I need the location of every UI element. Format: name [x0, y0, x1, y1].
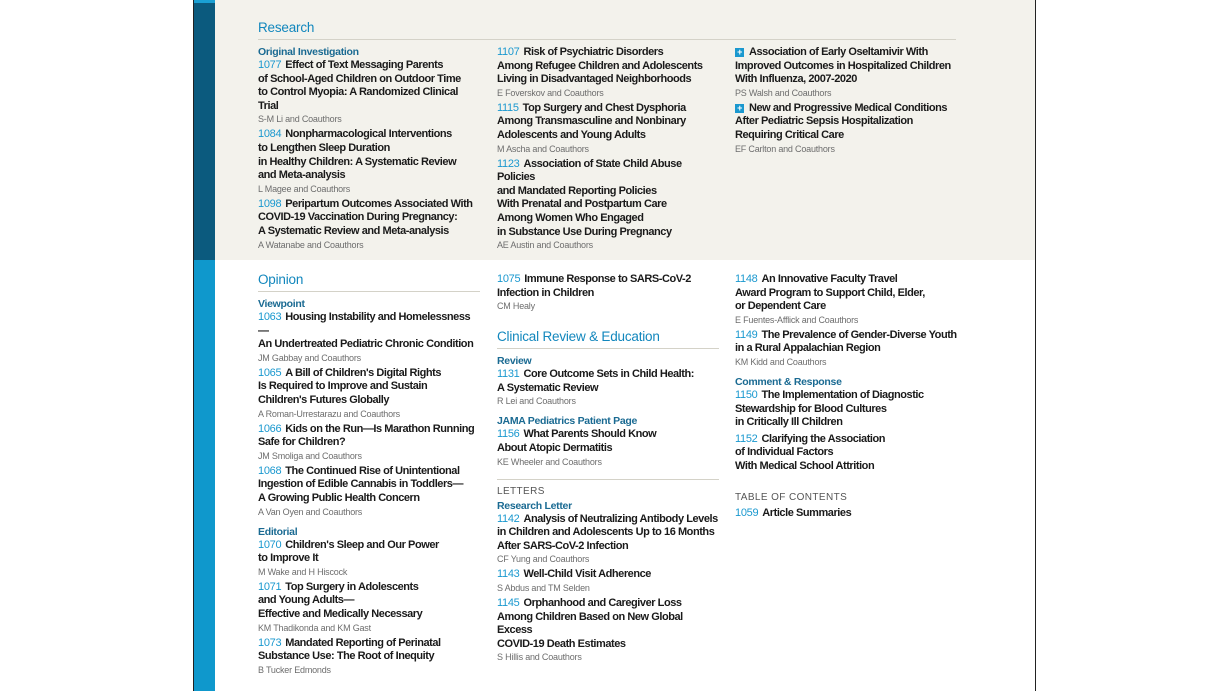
title-text: Mandated Reporting of Perinatal [285, 636, 441, 649]
title-text: The Prevalence of Gender-Diverse Youth [761, 328, 957, 341]
article-title-line [735, 46, 963, 60]
article-authors: CF Yung and Coauthors [497, 554, 590, 565]
article-title-line [258, 465, 480, 479]
journal-toc-page [193, 0, 1036, 691]
article-title-line [258, 637, 480, 651]
article-entry[interactable] [735, 507, 963, 521]
title-text: The Implementation of Diagnostic [761, 388, 924, 401]
article-title-line [258, 492, 480, 506]
article-title-line [258, 142, 480, 156]
title-text: Immune Response to SARS-CoV-2 [524, 273, 691, 285]
article-title-line [258, 436, 480, 450]
article-title-line [258, 394, 480, 408]
title-text: in a Rural Appalachian Region [735, 342, 881, 355]
subsection-research-letter: Research Letter [497, 499, 572, 512]
opinion-col-2 [497, 273, 719, 666]
title-text: to Improve It [258, 552, 319, 565]
title-text: and Meta-analysis [258, 169, 346, 182]
title-text: or Dependent Care [735, 300, 826, 313]
page-number: 1156 [497, 428, 520, 441]
title-text: Kids on the Run—Is Marathon Running [285, 422, 475, 435]
article-title-line [258, 380, 480, 394]
title-text: COVID-19 Vaccination During Pregnancy: [258, 211, 458, 224]
article-list [497, 46, 719, 251]
section-title-clinical-review: Clinical Review & Education [497, 329, 719, 349]
article-authors: B Tucker Edmonds [258, 664, 331, 675]
article-list [497, 513, 719, 664]
article-title[interactable] [258, 637, 480, 664]
title-text: Among Children Based on New Global Excess [497, 610, 683, 637]
article-authors: E Fuentes-Afflick and Coauthors [735, 314, 859, 325]
page-number: 1131 [497, 368, 520, 381]
article-title[interactable] [258, 198, 480, 239]
title-text: Improved Outcomes in Hospitalized Children [735, 59, 951, 72]
article-title[interactable] [497, 273, 719, 300]
title-text: Effective and Medically Necessary [258, 607, 423, 620]
article-title-line [735, 129, 963, 143]
article-title[interactable] [497, 597, 719, 651]
article-title-line [258, 128, 480, 142]
article-title-line [258, 73, 480, 87]
plus-icon: + [735, 48, 744, 57]
title-text: Well-Child Visit Adherence [523, 568, 651, 581]
title-text: Substance Use: The Root of Inequity [258, 650, 435, 663]
article-title-line [735, 287, 963, 301]
article-list [735, 46, 963, 155]
article-title[interactable] [735, 433, 963, 474]
article-list [497, 273, 719, 312]
article-list [258, 59, 480, 251]
article-title-line [735, 446, 963, 460]
title-text: New and Progressive Medical Conditions [749, 101, 948, 114]
article-title[interactable] [258, 311, 480, 352]
title-text: in Substance Use During Pregnancy [497, 225, 672, 238]
article-entry[interactable] [735, 102, 963, 155]
left-bar-dark [194, 0, 215, 260]
research-col-1 [258, 20, 480, 254]
left-bar-light [194, 260, 215, 691]
page-number: 1150 [735, 388, 758, 401]
opinion-col-1 [258, 272, 480, 679]
page-number: 1149 [735, 328, 758, 341]
subsection-review: Review [497, 355, 532, 368]
title-text: Requiring Critical Care [735, 128, 844, 141]
article-title-line [497, 158, 719, 185]
article-list [735, 273, 963, 368]
article-title[interactable] [497, 568, 719, 582]
article-title-line [735, 403, 963, 417]
article-entry[interactable] [497, 273, 719, 312]
letters-heading: LETTERS [497, 485, 545, 497]
title-text: Nonpharmacological Interventions [285, 128, 452, 141]
page-number: 1075 [497, 273, 521, 285]
title-text: in Critically Ill Children [735, 416, 843, 429]
article-entry[interactable] [258, 581, 480, 634]
page-number: 1066 [258, 422, 282, 435]
title-text: Adolescents and Young Adults [497, 128, 646, 141]
title-text: Is Required to Improve and Sustain [258, 380, 428, 393]
article-authors: R Lei and Coauthors [497, 396, 576, 407]
article-title-line [735, 60, 963, 74]
research-col-3 [735, 46, 963, 158]
title-text: With Medical School Attrition [735, 459, 875, 472]
article-title-line [735, 342, 963, 356]
article-title[interactable] [258, 539, 480, 566]
title-text: The Continued Rise of Unintentional [285, 464, 460, 477]
article-authors: PS Walsh and Coauthors [735, 87, 832, 98]
article-title-line [497, 368, 719, 382]
article-title-line [735, 115, 963, 129]
article-entry[interactable] [735, 329, 963, 368]
article-title-line [258, 539, 480, 553]
article-title-line [735, 507, 963, 521]
article-authors: A Roman-Urrestarazu and Coauthors [258, 408, 400, 419]
page-number: 1070 [258, 538, 282, 551]
article-title[interactable] [735, 273, 963, 314]
article-authors: E Foverskov and Coauthors [497, 87, 604, 98]
article-entry[interactable] [735, 389, 963, 430]
title-text: With Influenza, 2007-2020 [735, 73, 857, 86]
title-text: Stewardship for Blood Cultures [735, 402, 887, 415]
article-entry[interactable] [258, 128, 480, 194]
title-text: Housing Instability and Homelessness— [258, 311, 471, 337]
article-title-line [497, 442, 719, 456]
article-title-line [258, 608, 480, 622]
article-title-line [735, 416, 963, 430]
article-list [497, 368, 719, 407]
section-title-opinion: Opinion [258, 272, 480, 292]
page-number: 1148 [735, 273, 758, 285]
article-title-line [497, 287, 719, 301]
page-number: 1098 [258, 197, 282, 210]
article-title-line [497, 73, 719, 87]
article-title[interactable] [258, 128, 480, 182]
title-text: Children's Sleep and Our Power [285, 538, 439, 551]
page-number: 1107 [497, 46, 520, 58]
page-number: 1084 [258, 128, 282, 141]
page-number: 1142 [497, 512, 520, 525]
title-text: After SARS-CoV-2 Infection [497, 539, 629, 552]
title-text: After Pediatric Sepsis Hospitalization [735, 115, 913, 128]
toc-heading: TABLE OF CONTENTS [735, 491, 848, 503]
article-list [258, 311, 480, 518]
article-list [258, 539, 480, 676]
title-text: Clarifying the Association [761, 432, 886, 445]
title-text: COVID-19 Death Estimates [497, 637, 626, 650]
subsection-viewpoint: Viewpoint [258, 298, 305, 310]
section-title-research: Research [258, 20, 956, 40]
article-authors: AE Austin and Coauthors [497, 240, 593, 251]
article-title[interactable] [258, 367, 480, 408]
article-title-line [735, 433, 963, 447]
article-title[interactable] [735, 389, 963, 430]
article-authors: S Hillis and Coauthors [497, 652, 582, 663]
article-title-line [497, 60, 719, 74]
title-text: Risk of Psychiatric Disorders [523, 46, 664, 58]
article-title-line [735, 389, 963, 403]
title-text: Peripartum Outcomes Associated With [285, 197, 473, 210]
article-title[interactable] [497, 368, 719, 395]
article-entry[interactable] [735, 273, 963, 326]
article-entry[interactable] [497, 158, 719, 252]
article-title[interactable] [258, 423, 480, 450]
title-text: A Systematic Review and Meta-analysis [258, 224, 449, 237]
title-text: to Control Myopia: A Randomized Clinical Trial [258, 86, 458, 112]
page-number: 1077 [258, 59, 282, 71]
title-text: Article Summaries [762, 506, 852, 519]
article-title-line [258, 169, 480, 183]
article-list [735, 507, 963, 521]
article-entry[interactable] [258, 637, 480, 676]
article-entry[interactable] [258, 423, 480, 462]
plus-icon: + [735, 104, 744, 113]
article-entry[interactable] [497, 368, 719, 407]
article-title-line [497, 526, 719, 540]
article-title-line [258, 552, 480, 566]
article-title[interactable] [497, 46, 719, 87]
article-entry[interactable] [497, 46, 719, 99]
article-title[interactable] [497, 158, 719, 240]
article-title-line [497, 568, 719, 582]
article-title-line [497, 129, 719, 143]
title-text: Safe for Children? [258, 436, 346, 449]
article-entry[interactable] [497, 513, 719, 566]
article-title[interactable] [497, 513, 719, 554]
article-title-line [735, 300, 963, 314]
article-title-line [497, 597, 719, 611]
page-number: 1152 [735, 432, 758, 445]
article-entry[interactable] [258, 367, 480, 420]
title-text: Infection in Children [497, 286, 594, 299]
article-title-line [497, 513, 719, 527]
article-title[interactable] [497, 428, 719, 455]
article-title-line [258, 650, 480, 664]
title-text: Top Surgery and Chest Dysphoria [522, 101, 686, 114]
article-title-line [497, 198, 719, 212]
article-authors: A Watanabe and Coauthors [258, 239, 364, 250]
title-text: What Parents Should Know [523, 428, 657, 441]
article-entry[interactable] [258, 465, 480, 518]
article-title-line [258, 367, 480, 381]
article-authors: M Ascha and Coauthors [497, 143, 589, 154]
title-text: Orphanhood and Caregiver Loss [523, 596, 682, 609]
article-authors: KM Thadikonda and KM Gast [258, 622, 371, 633]
article-title-line [735, 329, 963, 343]
title-text: Among Transmasculine and Nonbinary [497, 115, 686, 128]
article-title-line [735, 460, 963, 474]
title-text: and Young Adults— [258, 594, 355, 607]
title-text: With Prenatal and Postpartum Care [497, 198, 667, 211]
page-number: 1145 [497, 596, 520, 609]
article-title-line [258, 423, 480, 437]
title-text: Analysis of Neutralizing Antibody Levels [523, 512, 718, 525]
title-text: in Healthy Children: A Systematic Review [258, 155, 457, 168]
article-authors: M Wake and H Hiscock [258, 566, 348, 577]
article-entry[interactable] [258, 198, 480, 251]
title-text: Among Refugee Children and Adolescents [497, 59, 703, 72]
article-title[interactable] [258, 581, 480, 622]
title-text: An Innovative Faculty Travel [761, 273, 898, 285]
page-number: 1063 [258, 311, 282, 323]
article-title-line [497, 46, 719, 60]
article-entry[interactable] [497, 102, 719, 155]
article-title-line [497, 212, 719, 226]
article-list [735, 389, 963, 474]
article-authors: KM Kidd and Coauthors [735, 356, 827, 367]
article-title-line [258, 478, 480, 492]
subsection-comment-response: Comment & Response [735, 375, 842, 388]
article-title-line [735, 102, 963, 116]
article-authors: L Magee and Coauthors [258, 183, 351, 194]
article-entry[interactable] [735, 433, 963, 474]
article-title-line [497, 102, 719, 116]
page-number: 1115 [497, 101, 519, 114]
article-entry[interactable] [258, 59, 480, 125]
article-title-line [258, 198, 480, 212]
article-title-line [497, 115, 719, 129]
article-title-line [497, 428, 719, 442]
article-authors: S Abdus and TM Selden [497, 582, 590, 593]
article-title-line [258, 338, 480, 352]
title-text: A Bill of Children's Digital Rights [285, 366, 442, 379]
article-list [497, 428, 719, 467]
article-title-line [258, 211, 480, 225]
article-authors: JM Smoliga and Coauthors [258, 450, 362, 461]
article-title-line [497, 273, 719, 287]
title-text: Association of State Child Abuse Policies [497, 157, 682, 184]
letters-col-3 [735, 273, 963, 523]
article-title-line [497, 382, 719, 396]
subsection-original-investigation: Original Investigation [258, 46, 359, 58]
title-text: A Growing Public Health Concern [258, 491, 420, 504]
title-text: Top Surgery in Adolescents [285, 580, 419, 593]
title-text: An Undertreated Pediatric Chronic Condition [258, 338, 474, 351]
page-number: 1068 [258, 464, 282, 477]
article-title-line [497, 638, 719, 652]
article-title[interactable] [735, 507, 963, 521]
subsection-editorial: Editorial [258, 525, 298, 538]
article-authors: S-M Li and Coauthors [258, 114, 342, 125]
title-text: Among Women Who Engaged [497, 211, 644, 224]
article-entry[interactable] [497, 428, 719, 467]
article-authors: EF Carlton and Coauthors [735, 143, 835, 154]
article-title[interactable] [735, 329, 963, 356]
article-entry[interactable] [735, 46, 963, 99]
article-title-line [258, 156, 480, 170]
article-title[interactable] [735, 102, 963, 143]
article-title-line [497, 540, 719, 554]
title-text: of Individual Factors [735, 446, 834, 459]
article-authors: JM Gabbay and Coauthors [258, 352, 361, 363]
title-text: Association of Early Oseltamivir With [749, 46, 928, 58]
page-number: 1123 [497, 157, 520, 170]
title-text: Award Program to Support Child, Elder, [735, 286, 925, 299]
title-text: About Atopic Dermatitis [497, 441, 613, 454]
research-col-2 [497, 46, 719, 254]
article-authors: A Van Oyen and Coauthors [258, 506, 363, 517]
title-text: and Mandated Reporting Policies [497, 184, 657, 197]
title-text: of School-Aged Children on Outdoor Time [258, 72, 461, 85]
article-title-line [258, 59, 480, 73]
article-title-line [497, 611, 719, 638]
title-text: Effect of Text Messaging Parents [285, 59, 444, 71]
article-entry[interactable] [258, 539, 480, 578]
article-title[interactable] [735, 46, 963, 87]
left-bar-strip [194, 0, 215, 3]
subsection-patient-page: JAMA Pediatrics Patient Page [497, 415, 638, 428]
page-number: 1073 [258, 636, 282, 649]
page-number: 1059 [735, 506, 759, 519]
title-text: to Lengthen Sleep Duration [258, 141, 390, 154]
article-entry[interactable] [497, 597, 719, 663]
title-text: Living in Disadvantaged Neighborhoods [497, 73, 692, 86]
title-text: in Children and Adolescents Up to 16 Months [497, 526, 715, 539]
article-title[interactable] [258, 59, 480, 113]
article-title-line [258, 86, 480, 113]
page-number: 1065 [258, 366, 282, 379]
article-title-line [735, 273, 963, 287]
title-text: Children's Futures Globally [258, 393, 390, 406]
article-title-line [258, 581, 480, 595]
article-title[interactable] [497, 102, 719, 143]
article-title-line [258, 225, 480, 239]
article-title[interactable] [258, 465, 480, 506]
title-text: Ingestion of Edible Cannabis in Toddlers— [258, 478, 464, 491]
article-authors: KE Wheeler and Coauthors [497, 456, 602, 467]
title-text: Core Outcome Sets in Child Health: [523, 368, 694, 381]
article-authors: CM Healy [497, 301, 535, 312]
title-text: A Systematic Review [497, 381, 599, 394]
article-title-line [258, 594, 480, 608]
article-title-line [497, 226, 719, 240]
article-entry[interactable] [497, 568, 719, 594]
article-title-line [735, 73, 963, 87]
article-title-line [258, 311, 480, 338]
page-number: 1071 [258, 580, 282, 593]
article-entry[interactable] [258, 311, 480, 364]
page-number: 1143 [497, 568, 520, 581]
article-title-line [497, 185, 719, 199]
